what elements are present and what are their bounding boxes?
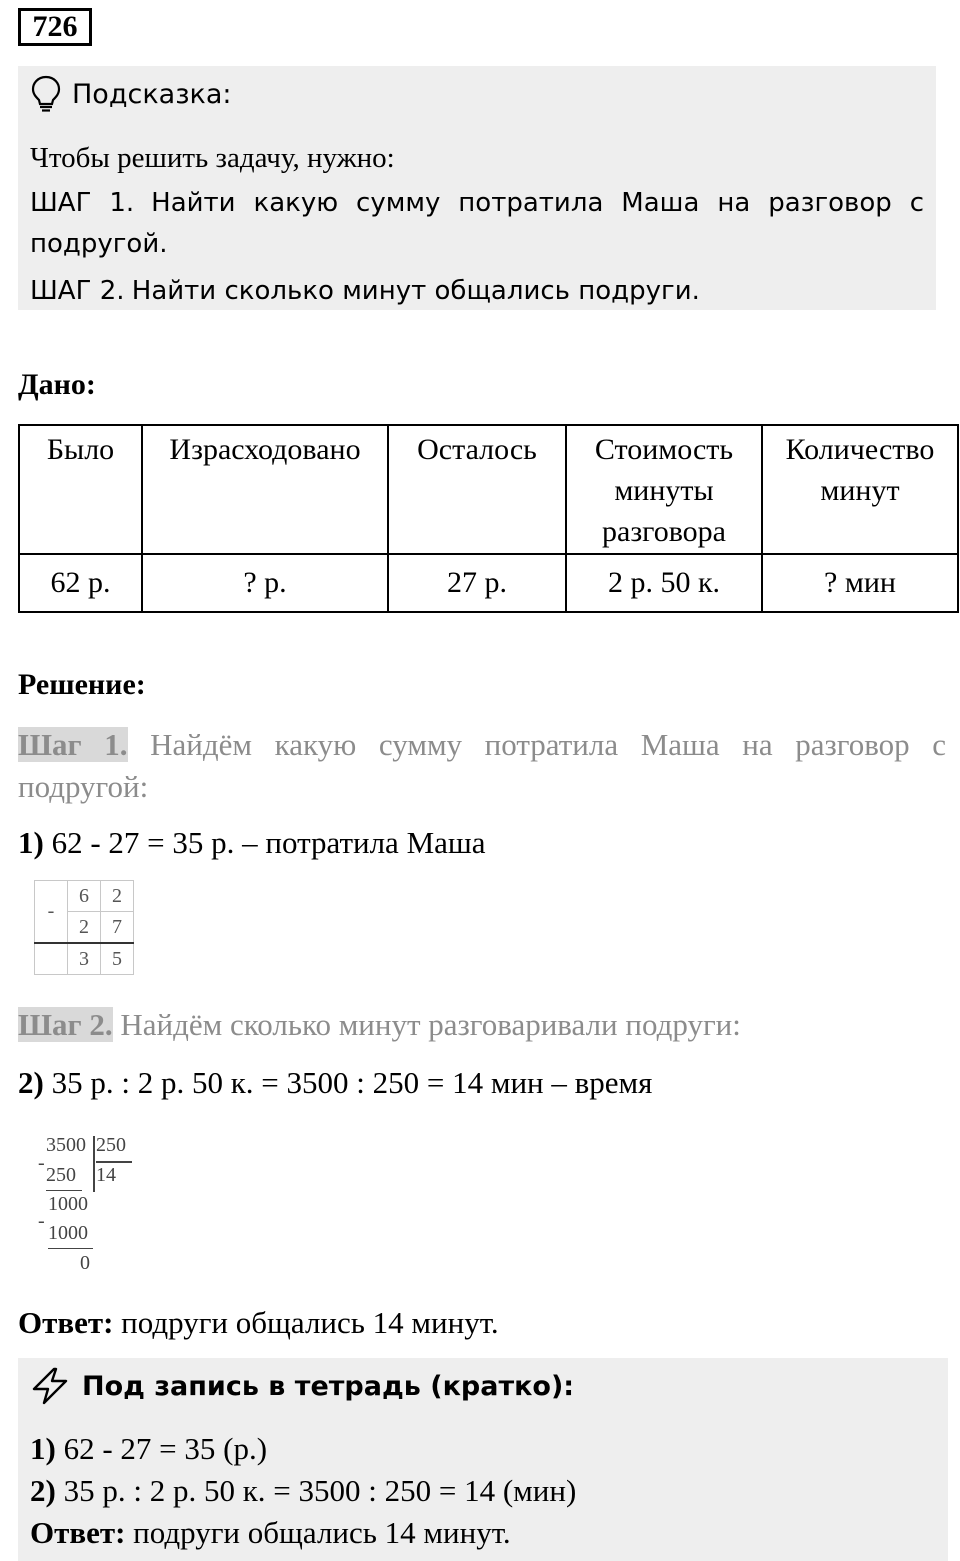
notes-header: [30, 1366, 574, 1406]
hint-step1-line1: [30, 180, 924, 225]
header-cell: Количество минут: [762, 425, 958, 554]
given-value-row: [19, 554, 958, 612]
notes-title: Под запись в тетрадь (кратко):: [82, 1370, 575, 1402]
solution-step1-text: Найдём какую сумму потратила Маша на разговор с: [150, 727, 947, 762]
notes-line-1: [30, 1428, 267, 1470]
subtrahend-2: 1000: [48, 1222, 88, 1244]
remainder-2: 0: [80, 1252, 90, 1274]
digit: 2: [68, 912, 101, 944]
subtrahend-1: 250: [46, 1164, 76, 1186]
equation-2: [18, 1062, 652, 1104]
hint-step1-label: ШАГ 1.: [30, 188, 135, 218]
notes-answer-label: Ответ:: [30, 1515, 126, 1550]
hint-intro: Чтобы решить задачу, нужно:: [30, 142, 395, 174]
solution-step2-text: Найдём сколько минут разговаривали подруги:: [120, 1007, 741, 1042]
solution-step2-line: [18, 1004, 741, 1046]
value-cell: ? мин: [762, 554, 958, 612]
underline-2: [48, 1248, 93, 1249]
hint-step2-text: Найти сколько минут общались подруги.: [131, 276, 700, 306]
solution-step1-label: Шаг 1.: [18, 727, 128, 762]
value-cell: 2 р. 50 к.: [566, 554, 762, 612]
hint-step2-label: ШАГ 2.: [30, 276, 125, 306]
dividend: 3500: [46, 1134, 86, 1156]
notes-line2-text: 35 р. : 2 р. 50 к. = 3500 : 250 = 14 (мин): [63, 1473, 577, 1508]
hint-title: Подсказка:: [72, 78, 232, 110]
solution-step1-line2: подругой:: [18, 769, 149, 804]
hint-step1-line2: подругой.: [30, 229, 168, 259]
divisor: 250: [96, 1134, 126, 1156]
header-cell: Было: [19, 425, 142, 554]
digit: 6: [68, 881, 101, 912]
solution-label: Решение:: [18, 668, 146, 701]
task-number: 726: [18, 8, 92, 46]
hint-header: [30, 74, 232, 114]
minus-sign: -: [38, 1210, 45, 1232]
answer-label: Ответ:: [18, 1305, 114, 1340]
solution-step2-label: Шаг 2.: [18, 1007, 113, 1042]
header-cell: Израсходовано: [142, 425, 388, 554]
notes-answer: [30, 1512, 511, 1554]
notes-line1-text: 62 - 27 = 35 (р.): [63, 1431, 268, 1466]
given-table: [18, 424, 959, 613]
column-subtraction: [34, 880, 134, 975]
eq2-label: 2): [18, 1065, 44, 1100]
value-cell: 27 р.: [388, 554, 566, 612]
lightning-icon: [30, 1367, 70, 1405]
answer-line: [18, 1302, 499, 1344]
given-header-row: [19, 425, 958, 554]
digit: 5: [101, 943, 134, 975]
solution-step1-line1: [18, 724, 946, 766]
eq1-text: 62 - 27 = 35 р. – потратила Маша: [51, 825, 486, 860]
notes-line1-label: 1): [30, 1431, 56, 1466]
digit: 3: [68, 943, 101, 975]
value-cell: 62 р.: [19, 554, 142, 612]
given-label: Дано:: [18, 368, 96, 401]
remainder-1: 1000: [48, 1193, 88, 1215]
notes-line2-label: 2): [30, 1473, 56, 1508]
minus-sign: -: [35, 881, 68, 944]
underline-1: [46, 1190, 82, 1191]
division-bar: [93, 1136, 95, 1192]
equation-1: [18, 822, 486, 864]
header-cell: Осталось: [388, 425, 566, 554]
lightbulb-icon: [30, 75, 62, 113]
notes-line-2: [30, 1470, 576, 1512]
digit: 2: [101, 881, 134, 912]
eq2-text: 35 р. : 2 р. 50 к. = 3500 : 250 = 14 мин – время: [51, 1065, 653, 1100]
empty-cell: [35, 943, 68, 975]
hint-step1-text: Найти какую сумму потратила Маша на разговор с: [151, 188, 925, 218]
answer-text: подруги общались 14 минут.: [121, 1305, 499, 1340]
eq1-label: 1): [18, 825, 44, 860]
quotient-line: [96, 1161, 132, 1163]
minus-sign: -: [38, 1152, 45, 1174]
notes-answer-text: подруги общались 14 минут.: [133, 1515, 511, 1550]
header-cell: Стоимость минуты разговора: [566, 425, 762, 554]
digit: 7: [101, 912, 134, 944]
hint-step2-line: [30, 268, 700, 313]
quotient: 14: [96, 1164, 116, 1186]
long-division: [38, 1134, 148, 1280]
value-cell: ? р.: [142, 554, 388, 612]
